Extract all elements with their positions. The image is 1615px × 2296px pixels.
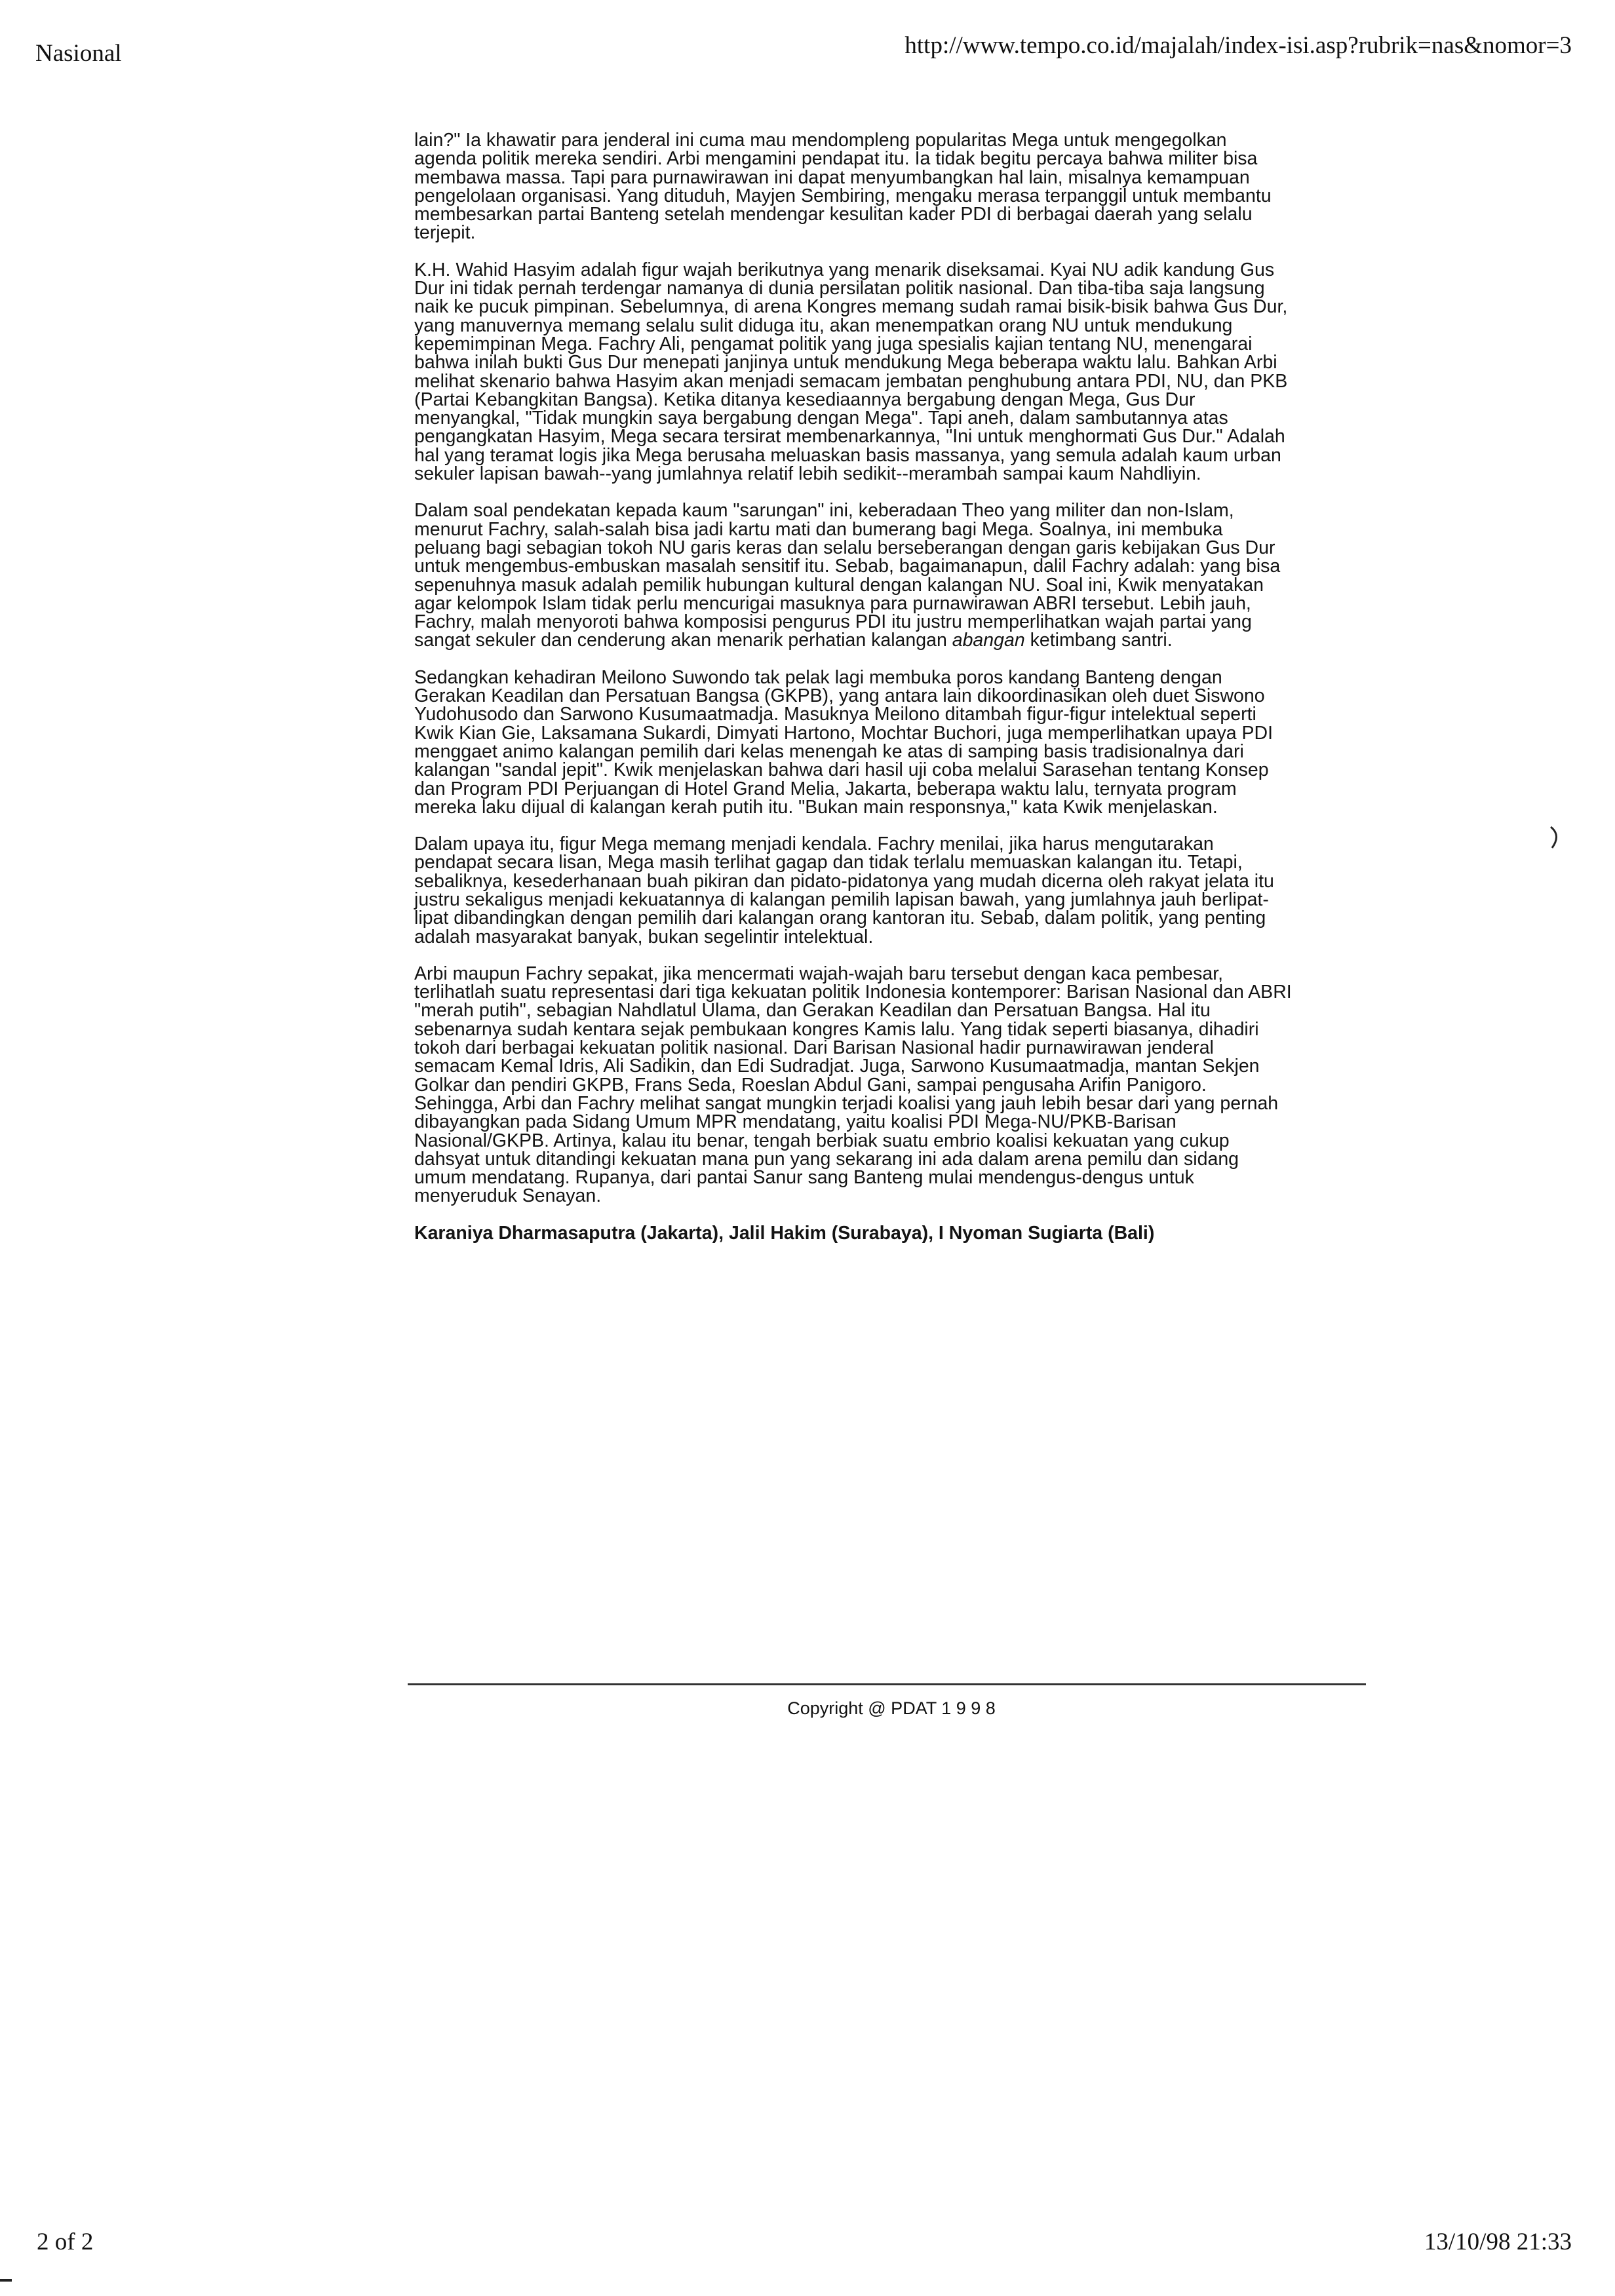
article-body bbox=[414, 131, 1293, 1261]
print-timestamp: 13/10/98 21:33 bbox=[1424, 2229, 1572, 2255]
article-paragraph-2: K.H. Wahid Hasyim adalah figur wajah berikutnya yang menarik diseksamai. Kyai NU adik kandung Gus Dur ini tidak pernah terdengar namanya di dunia persilatan politik nasional. Dan tiba-tiba saja langsung naik ke pucuk pimpinan. Sebelumnya, di arena Kongres memang sudah ramai bisik-bisik bahwa Gus Dur, yang manuvernya memang selalu sulit diduga itu, akan menempatkan orang NU untuk mendukung kepemimpinan Mega. Fachry Ali, pengamat politik yang juga spesialis kajian tentang NU, menengarai bahwa inilah bukti Gus Dur menepati janjinya untuk mendukung Mega beberapa waktu lalu. Bahkan Arbi melihat skenario bahwa Hasyim akan menjadi semacam jembatan penghubung antara PDI, NU, dan PKB (Partai Kebangkitan Bangsa). Ketika ditanya kesediaannya bergabung dengan Mega, Gus Dur menyangkal, "Tidak mungkin saya bergabung dengan Mega". Tapi aneh, dalam sambutannya atas pengangkatan Hasyim, Mega secara tersirat membenarkannya, "Ini untuk menghormati Gus Dur." Adalah hal yang teramat logis jika Mega berusaha meluaskan basis massanya, yang semula adalah kaum urban sekuler lapisan bawah--yang jumlahnya relatif lebih sedikit--merambah sampai kaum Nahdliyin. bbox=[414, 259, 1288, 485]
page-url: http://www.tempo.co.id/majalah/index-isi.asp?rubrik=nas&nomor=3 bbox=[905, 32, 1572, 59]
footer-divider bbox=[408, 1683, 1366, 1685]
article-paragraph-4: Sedangkan kehadiran Meilono Suwondo tak pelak lagi membuka poros kandang Banteng dengan Gerakan Keadilan dan Persatuan Bangsa (GKPB), yang antara lain dikoordinasikan oleh duet Siswono Yudohusodo dan Sarwono Kusumaatmadja. Masuknya Meilono ditambah figur-figur intelektual seperti Kwik Kian Gie, Laksamana Sukardi, Dimyati Hartono, Mochtar Buchori, juga memperlihatkan upaya PDI menggaet animo kalangan pemilih dari kelas menengah ke atas di samping basis tradisionalnya dari kalangan "sandal jepit". Kwik menjelaskan bahwa dari hasil uji coba melalui Sarasehan tentang Konsep dan Program PDI Perjuangan di Hotel Grand Melia, Jakarta, beberapa waktu lalu, ternyata program mereka laku dijual di kalangan kerah putih itu. "Bukan main responsnya," kata Kwik menjelaskan. bbox=[414, 666, 1274, 818]
scan-edge-mark bbox=[0, 2279, 12, 2282]
article-paragraph-1: lain?" Ia khawatir para jenderal ini cuma mau mendompleng popularitas Mega untuk mengegolkan agenda politik mereka sendiri. Arbi mengamini pendapat itu. Ia tidak begitu percaya bahwa militer bisa membawa massa. Tapi para purnawirawan ini dapat menyumbangkan hal lain, misalnya kemampuan pengelolaan organisasi. Yang dituduh, Mayjen Sembiring, mengaku merasa terpanggil untuk membantu membesarkan partai Banteng setelah mendengar kesulitan kader PDI di berbagai daerah yang selalu terjepit. bbox=[414, 130, 1272, 244]
article-paragraph-3 bbox=[414, 501, 1293, 649]
paragraph-3-text-end: ketimbang santri. bbox=[1024, 630, 1173, 651]
section-title: Nasional bbox=[35, 40, 122, 67]
page-count: 2 of 2 bbox=[37, 2229, 94, 2255]
article-paragraph-5: Dalam upaya itu, figur Mega memang menjadi kendala. Fachry menilai, jika harus mengutarakan pendapat secara lisan, Mega masih terlihat gagap dan tidak terlalu memuaskan kalangan itu. Tetapi, sebaliknya, kesederhanaan buah pikiran dan pidato-pidatonya yang mudah dicerna oleh rakyat jelata itu justru sekaligus menjadi kekuatannya di kalangan pemilih lapisan bawah, yang jumlahnya jauh berlipat-lipat dibandingkan dengan pemilih dari kalangan orang kantoran itu. Sebab, dalam politik, yang penting adalah masyarakat banyak, bukan segelintir intelektual. bbox=[414, 833, 1274, 947]
byline: Karaniya Dharmasaputra (Jakarta), Jalil Hakim (Surabaya), I Nyoman Sugiarta (Bali) bbox=[414, 1222, 1155, 1244]
scan-artifact-mark bbox=[1547, 824, 1563, 851]
italic-term-abangan: abangan bbox=[952, 630, 1025, 651]
copyright-notice: Copyright @ PDAT 1 9 9 8 bbox=[787, 1698, 996, 1718]
paragraph-3-text-start: Dalam soal pendekatan kepada kaum "sarungan" ini, keberadaan Theo yang militer dan non-Islam, menurut Fachry, salah-salah bisa jadi kartu mati dan bumerang bagi Mega. Soalnya, ini membuka peluang bagi sebagian tokoh NU garis keras dan selalu berseberangan dengan garis kebijakan Gus Dur untuk mengembus-embuskan masalah sensitif itu. Sebab, bagaimanapun, dalil Fachry adalah: yang bisa sepenuhnya masuk adalah pemilik hubungan kultural dengan kalangan NU. Soal ini, Kwik menyatakan agar kelompok Islam tidak perlu mencurigai masuknya para purnawirawan ABRI tersebut. Lebih jauh, Fachry, malah menyoroti bahwa komposisi pengurus PDI itu justru memperlihatkan wajah partai yang sangat sekuler dan cenderung akan menarik perhatian kalangan bbox=[414, 500, 1281, 651]
article-paragraph-6: Arbi maupun Fachry sepakat, jika mencermati wajah-wajah baru tersebut dengan kaca pembesar, terlihatlah suatu representasi dari tiga kekuatan politik Indonesia kontemporer: Barisan Nasional dan ABRI "merah putih", sebagian Nahdlatul Ulama, dan Gerakan Keadilan dan Persatuan Bangsa. Hal itu sebenarnya sudah kentara sejak pembukaan kongres Kamis lalu. Yang tidak seperti biasanya, dihadiri tokoh dari berbagai kekuatan politik nasional. Dari Barisan Nasional hadir purnawirawan jenderal semacam Kemal Idris, Ali Sadikin, dan Edi Sudradjat. Juga, Sarwono Kusumaatmadja, mantan Sekjen Golkar dan pendiri GKPB, Frans Seda, Roeslan Abdul Gani, sampai pengusaha Arifin Panigoro. Sehingga, Arbi dan Fachry melihat sangat mungkin terjadi koalisi yang jauh lebih besar dari yang pernah dibayangkan pada Sidang Umum MPR mendatang, yaitu koalisi PDI Mega-NU/PKB-Barisan Nasional/GKPB. Artinya, kalau itu benar, tengah berbiak suatu embrio koalisi kekuatan yang cukup dahsyat untuk ditandingi kekuatan mana pun yang sekarang ini ada dalam arena pemilu dan sidang umum mendatang. Rupanya, dari pantai Sanur sang Banteng mulai mendengus-dengus untuk menyeruduk Senayan. bbox=[414, 963, 1292, 1207]
